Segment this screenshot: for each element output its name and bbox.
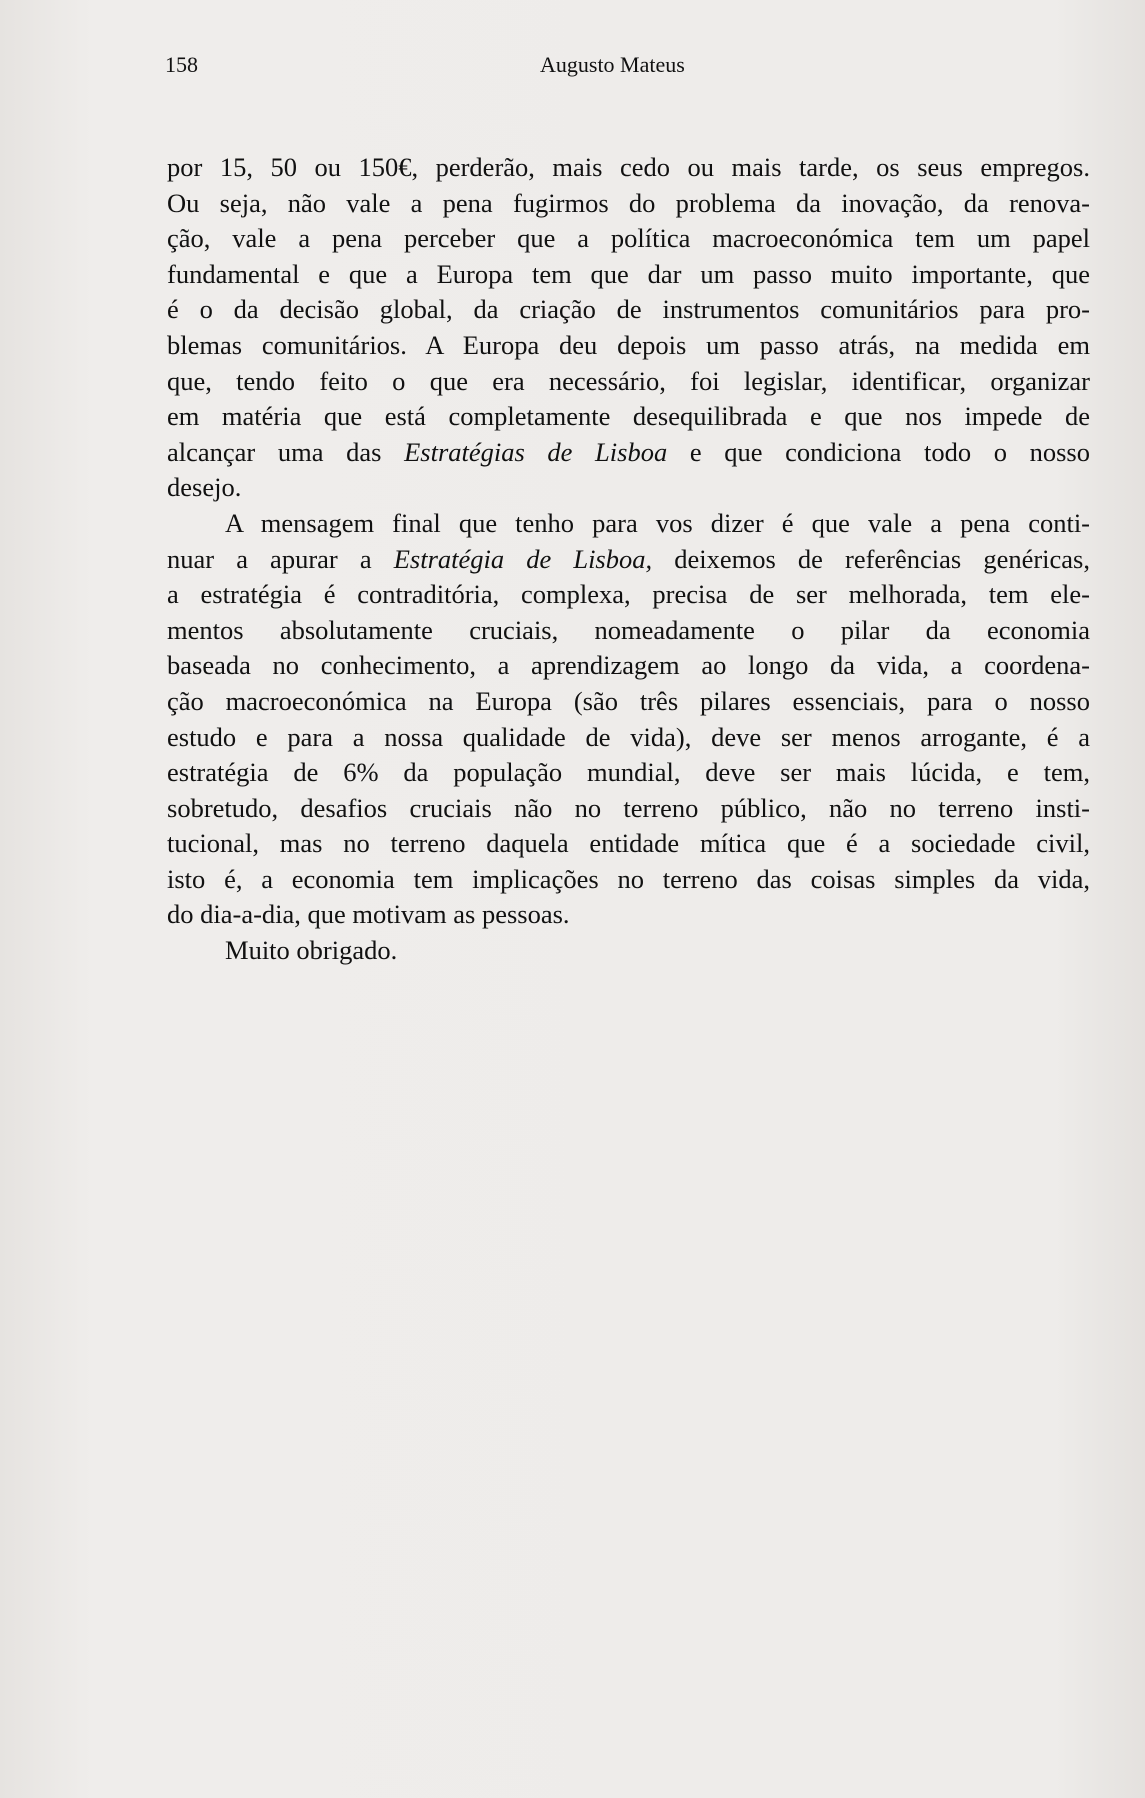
text-line: por 15, 50 ou 150€, perderão, mais cedo ou mais tarde, os seus empregos. [167, 152, 1090, 182]
italic-title: Estratégia de Lisboa, [393, 543, 653, 574]
text-line [167, 435, 1090, 471]
page-number: 158 [165, 52, 198, 77]
text-run: nuar a apurar a [167, 543, 394, 574]
text-line: sobretudo, desafios cruciais não no terreno público, não no terreno insti- [167, 792, 1090, 823]
text-line: A mensagem final que tenho para vos dizer é que vale a pena conti- [225, 507, 1090, 538]
paragraph-3 [167, 933, 1090, 969]
paragraph-2 [167, 506, 1090, 933]
text-line: ção, vale a pena perceber que a política macroeconómica tem um papel [167, 223, 1090, 254]
text-line: ção macroeconómica na Europa (são três pilares essenciais, para o nosso [167, 685, 1090, 716]
text-line: em matéria que está completamente desequilibrada e que nos impede de [167, 401, 1090, 432]
text-line: do dia-a-dia, que motivam as pessoas. [167, 899, 570, 930]
text-line: mentos absolutamente cruciais, nomeadamente o pilar da economia [167, 614, 1090, 645]
text-line: baseada no conhecimento, a aprendizagem ao longo da vida, a coordena- [167, 650, 1090, 681]
text-line: que, tendo feito o que era necessário, foi legislar, identificar, organizar [167, 365, 1090, 396]
text-line: a estratégia é contraditória, complexa, precisa de ser melhorada, tem ele- [167, 579, 1090, 610]
text-run: alcançar uma das [167, 436, 405, 467]
closing-line: Muito obrigado. [225, 935, 398, 966]
text-line: estratégia de 6% da população mundial, deve ser mais lúcida, e tem, [167, 757, 1090, 788]
text-run: e que condiciona todo o nosso [667, 436, 1090, 467]
body-text [167, 150, 1090, 969]
italic-title: Estratégias de Lisboa [404, 436, 668, 467]
text-line: isto é, a economia tem implicações no terreno das coisas simples da vida, [167, 863, 1090, 894]
text-line [167, 542, 1090, 578]
running-head: Augusto Mateus [540, 52, 685, 77]
text-line: é o da decisão global, da criação de instrumentos comunitários para pro- [167, 294, 1090, 325]
text-line: desejo. [167, 472, 242, 503]
text-line: estudo e para a nossa qualidade de vida), deve ser menos arrogante, é a [167, 721, 1090, 752]
text-line: blemas comunitários. A Europa deu depois um passo atrás, na medida em [167, 329, 1090, 360]
text-line: fundamental e que a Europa tem que dar um passo muito importante, que [167, 258, 1090, 289]
text-run: deixemos de referências genéricas, [652, 543, 1090, 574]
text-line: tucional, mas no terreno daquela entidade mítica que é a sociedade civil, [167, 828, 1090, 859]
paragraph-1 [167, 150, 1090, 506]
text-line: Ou seja, não vale a pena fugirmos do problema da inovação, da renova- [167, 187, 1090, 218]
